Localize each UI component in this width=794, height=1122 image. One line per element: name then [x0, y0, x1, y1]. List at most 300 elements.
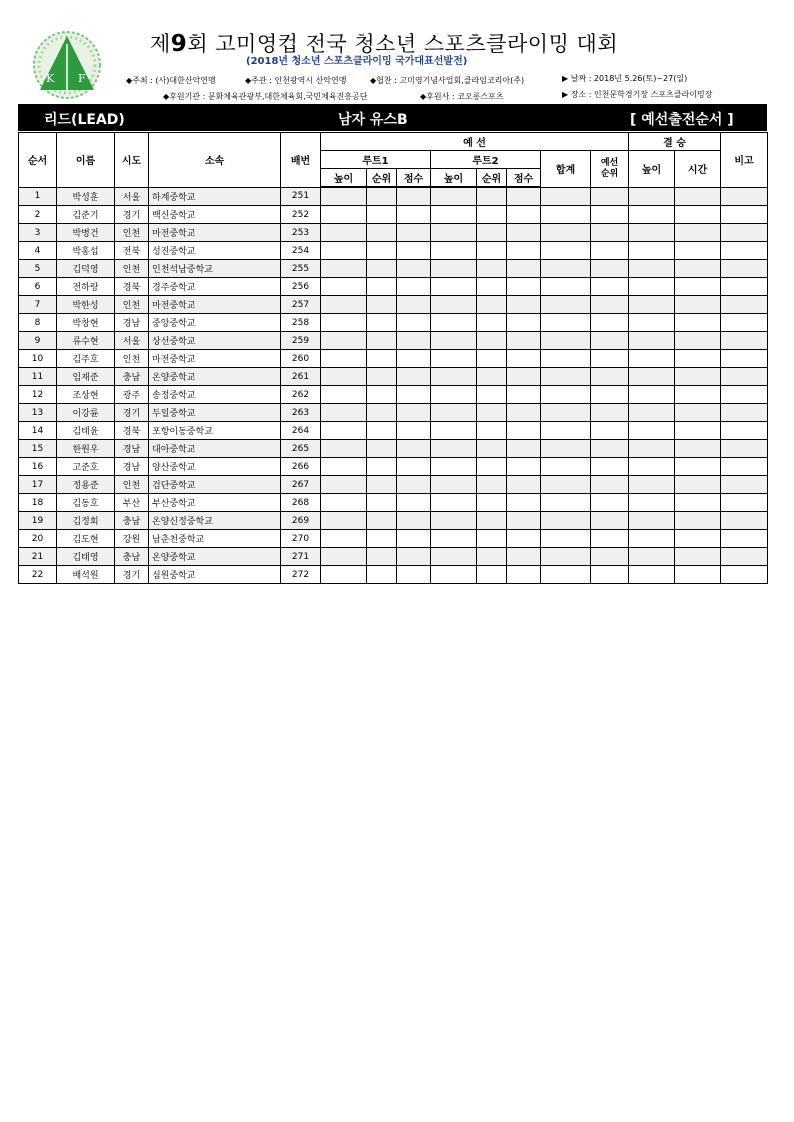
- cell-r2-score: [507, 278, 541, 296]
- col-bib: 배번: [281, 133, 321, 188]
- cell-bib: 260: [281, 350, 321, 368]
- cell-r2-score: [507, 332, 541, 350]
- cell-region: 충남: [115, 368, 149, 386]
- cell-total: [541, 404, 591, 422]
- cell-r2-rank: [477, 368, 507, 386]
- cell-final-height: [629, 440, 675, 458]
- cell-bib: 252: [281, 206, 321, 224]
- cell-remarks: [721, 206, 768, 224]
- cell-region: 경기: [115, 206, 149, 224]
- table-row: [19, 242, 768, 260]
- cell-r2-height: [431, 530, 477, 548]
- cell-final-time: [675, 187, 721, 206]
- kf-logo: [32, 30, 102, 100]
- col-final: 결 승: [629, 133, 721, 151]
- cell-region: 부산: [115, 494, 149, 512]
- cell-order: 22: [19, 566, 57, 584]
- col-name: 이름: [57, 133, 115, 188]
- cell-total: [541, 566, 591, 584]
- cell-r2-score: [507, 350, 541, 368]
- table-row: [19, 476, 768, 494]
- cell-bib: 268: [281, 494, 321, 512]
- cell-qual-rank: [591, 404, 629, 422]
- cell-bib: 263: [281, 404, 321, 422]
- cell-team: 마전중학교: [149, 296, 281, 314]
- cell-remarks: [721, 187, 768, 206]
- cell-r1-height: [321, 206, 367, 224]
- cell-region: 인천: [115, 224, 149, 242]
- cell-r2-score: [507, 476, 541, 494]
- cell-region: 서울: [115, 187, 149, 206]
- cell-remarks: [721, 296, 768, 314]
- cell-r1-score: [397, 476, 431, 494]
- cell-qual-rank: [591, 187, 629, 206]
- col-qualification: 예 선: [321, 133, 629, 151]
- cell-r1-height: [321, 296, 367, 314]
- cell-order: 21: [19, 548, 57, 566]
- table-row: [19, 530, 768, 548]
- col-qual-rank: 예선 순위: [591, 151, 629, 188]
- cell-order: 3: [19, 224, 57, 242]
- cell-final-time: [675, 260, 721, 278]
- cell-r1-height: [321, 422, 367, 440]
- logo-letter-k: K: [46, 72, 55, 85]
- cell-order: 6: [19, 278, 57, 296]
- cell-r1-height: [321, 260, 367, 278]
- cell-final-height: [629, 224, 675, 242]
- cell-r1-height: [321, 404, 367, 422]
- cell-bib: 261: [281, 368, 321, 386]
- cell-total: [541, 512, 591, 530]
- cell-final-height: [629, 494, 675, 512]
- cell-region: 인천: [115, 296, 149, 314]
- cell-final-height: [629, 512, 675, 530]
- cell-final-time: [675, 458, 721, 476]
- cell-r2-rank: [477, 512, 507, 530]
- cell-r1-score: [397, 530, 431, 548]
- cell-r2-height: [431, 242, 477, 260]
- cell-bib: 258: [281, 314, 321, 332]
- cell-r1-score: [397, 566, 431, 584]
- cell-order: 16: [19, 458, 57, 476]
- cell-region: 인천: [115, 260, 149, 278]
- cell-r2-score: [507, 242, 541, 260]
- cell-r1-height: [321, 476, 367, 494]
- cell-r2-score: [507, 224, 541, 242]
- cell-r1-height: [321, 242, 367, 260]
- cell-bib: 271: [281, 548, 321, 566]
- cell-qual-rank: [591, 350, 629, 368]
- cell-order: 12: [19, 386, 57, 404]
- cell-order: 14: [19, 422, 57, 440]
- cell-name: 박창현: [57, 314, 115, 332]
- cell-total: [541, 476, 591, 494]
- cell-order: 17: [19, 476, 57, 494]
- cell-region: 경남: [115, 314, 149, 332]
- cell-team: 인천석남중학교: [149, 260, 281, 278]
- cell-r2-height: [431, 368, 477, 386]
- category-name: 남자 유스B: [338, 112, 408, 128]
- cell-final-height: [629, 458, 675, 476]
- table-row: [19, 548, 768, 566]
- table-row: [19, 512, 768, 530]
- cell-name: 김도현: [57, 530, 115, 548]
- cell-name: 박한성: [57, 296, 115, 314]
- table-row: [19, 440, 768, 458]
- cell-region: 전북: [115, 242, 149, 260]
- table-row: [19, 296, 768, 314]
- cell-name: 김동호: [57, 494, 115, 512]
- col-route1-score: 점수: [397, 169, 431, 188]
- cell-region: 경기: [115, 404, 149, 422]
- cell-r1-height: [321, 440, 367, 458]
- cell-r1-height: [321, 350, 367, 368]
- cell-r2-score: [507, 386, 541, 404]
- cell-r2-rank: [477, 530, 507, 548]
- cell-qual-rank: [591, 386, 629, 404]
- cell-r1-rank: [367, 224, 397, 242]
- cell-qual-rank: [591, 332, 629, 350]
- cell-total: [541, 422, 591, 440]
- cell-final-height: [629, 206, 675, 224]
- cell-name: 이강륜: [57, 404, 115, 422]
- cell-qual-rank: [591, 548, 629, 566]
- cell-remarks: [721, 350, 768, 368]
- cell-r1-score: [397, 296, 431, 314]
- cell-total: [541, 242, 591, 260]
- cell-region: 서울: [115, 332, 149, 350]
- cell-region: 광주: [115, 386, 149, 404]
- cell-r2-score: [507, 566, 541, 584]
- cell-bib: 266: [281, 458, 321, 476]
- cell-remarks: [721, 512, 768, 530]
- cell-team: 중앙중학교: [149, 314, 281, 332]
- table-row: [19, 206, 768, 224]
- cell-team: 양산중학교: [149, 458, 281, 476]
- cell-name: 류수현: [57, 332, 115, 350]
- cell-r2-rank: [477, 404, 507, 422]
- cell-bib: 256: [281, 278, 321, 296]
- cell-team: 마전중학교: [149, 224, 281, 242]
- cell-final-height: [629, 314, 675, 332]
- cell-r2-rank: [477, 187, 507, 206]
- cell-r1-height: [321, 368, 367, 386]
- event-banner: [18, 104, 767, 131]
- cell-team: 두일중학교: [149, 404, 281, 422]
- cell-qual-rank: [591, 368, 629, 386]
- cell-total: [541, 224, 591, 242]
- title-prefix: 제: [150, 32, 171, 56]
- cell-r2-rank: [477, 386, 507, 404]
- cell-qual-rank: [591, 494, 629, 512]
- cell-r1-height: [321, 187, 367, 206]
- cell-final-height: [629, 278, 675, 296]
- cell-r2-score: [507, 368, 541, 386]
- cell-r1-rank: [367, 206, 397, 224]
- cell-bib: 255: [281, 260, 321, 278]
- cell-r1-rank: [367, 404, 397, 422]
- sponsors-info: ◆후원기관 : 문화체육관광부,대한체육회,국민체육진흥공단: [163, 92, 368, 101]
- page-subtitle: (2018년 청소년 스포츠클라이밍 국가대표선발전): [246, 56, 468, 67]
- cell-final-time: [675, 332, 721, 350]
- cell-order: 19: [19, 512, 57, 530]
- cell-final-time: [675, 530, 721, 548]
- cell-region: 충남: [115, 512, 149, 530]
- col-remarks: 비고: [721, 133, 768, 188]
- cell-name: 임재준: [57, 368, 115, 386]
- cell-bib: 270: [281, 530, 321, 548]
- cell-final-height: [629, 296, 675, 314]
- cell-bib: 254: [281, 242, 321, 260]
- cell-r1-rank: [367, 422, 397, 440]
- cell-r2-height: [431, 494, 477, 512]
- cell-remarks: [721, 548, 768, 566]
- cell-r1-rank: [367, 494, 397, 512]
- cell-remarks: [721, 458, 768, 476]
- table-row: [19, 224, 768, 242]
- cell-r1-score: [397, 206, 431, 224]
- cell-r2-rank: [477, 332, 507, 350]
- cell-order: 20: [19, 530, 57, 548]
- title-rest: 회 고미영컵 전국 청소년 스포츠클라이밍 대회: [187, 32, 619, 56]
- cell-final-height: [629, 422, 675, 440]
- cell-total: [541, 187, 591, 206]
- cell-r2-score: [507, 458, 541, 476]
- cell-qual-rank: [591, 512, 629, 530]
- cell-r2-score: [507, 494, 541, 512]
- cell-r2-score: [507, 440, 541, 458]
- cell-total: [541, 494, 591, 512]
- cell-r1-score: [397, 458, 431, 476]
- cell-final-time: [675, 314, 721, 332]
- cell-total: [541, 458, 591, 476]
- cell-r1-rank: [367, 458, 397, 476]
- cell-r1-rank: [367, 440, 397, 458]
- cell-final-time: [675, 224, 721, 242]
- cell-r1-rank: [367, 350, 397, 368]
- cell-remarks: [721, 314, 768, 332]
- sponsor-company-info: ◆후원사 : 코오롱스포츠: [420, 92, 504, 101]
- cell-qual-rank: [591, 242, 629, 260]
- cell-r1-rank: [367, 242, 397, 260]
- host-info: ◆주최 : (사)대한산악연맹: [126, 76, 216, 85]
- cell-team: 온양중학교: [149, 368, 281, 386]
- cell-r2-rank: [477, 566, 507, 584]
- cell-total: [541, 368, 591, 386]
- cell-r2-rank: [477, 458, 507, 476]
- cell-final-time: [675, 512, 721, 530]
- cell-r1-score: [397, 386, 431, 404]
- cell-r1-score: [397, 224, 431, 242]
- table-row: [19, 494, 768, 512]
- cell-remarks: [721, 260, 768, 278]
- cell-final-height: [629, 368, 675, 386]
- cell-r2-score: [507, 404, 541, 422]
- cell-order: 13: [19, 404, 57, 422]
- cell-r2-height: [431, 224, 477, 242]
- cell-bib: 262: [281, 386, 321, 404]
- cell-final-time: [675, 548, 721, 566]
- cell-final-height: [629, 548, 675, 566]
- cell-r1-rank: [367, 512, 397, 530]
- cell-team: 부산중학교: [149, 494, 281, 512]
- cell-r1-height: [321, 566, 367, 584]
- cell-total: [541, 278, 591, 296]
- cell-r1-rank: [367, 386, 397, 404]
- cell-name: 김준기: [57, 206, 115, 224]
- cell-r1-rank: [367, 187, 397, 206]
- cell-order: 18: [19, 494, 57, 512]
- table-row: [19, 566, 768, 584]
- cell-order: 1: [19, 187, 57, 206]
- cell-r2-rank: [477, 242, 507, 260]
- cell-r1-rank: [367, 368, 397, 386]
- cell-qual-rank: [591, 440, 629, 458]
- cell-r1-score: [397, 494, 431, 512]
- cell-r1-height: [321, 224, 367, 242]
- cell-team: 경주중학교: [149, 278, 281, 296]
- cell-total: [541, 206, 591, 224]
- cell-total: [541, 332, 591, 350]
- cell-r1-height: [321, 314, 367, 332]
- cell-name: 고준호: [57, 458, 115, 476]
- cell-final-height: [629, 476, 675, 494]
- cell-remarks: [721, 422, 768, 440]
- cell-bib: 267: [281, 476, 321, 494]
- cell-r2-score: [507, 187, 541, 206]
- cell-remarks: [721, 224, 768, 242]
- cell-r2-height: [431, 187, 477, 206]
- col-final-height: 높이: [629, 151, 675, 188]
- cell-order: 7: [19, 296, 57, 314]
- cell-order: 9: [19, 332, 57, 350]
- cell-region: 경북: [115, 278, 149, 296]
- cell-final-height: [629, 350, 675, 368]
- cell-final-time: [675, 242, 721, 260]
- col-total: 합계: [541, 151, 591, 188]
- cell-remarks: [721, 476, 768, 494]
- col-route1-rank: 순위: [367, 169, 397, 188]
- cell-final-height: [629, 187, 675, 206]
- cell-region: 경남: [115, 458, 149, 476]
- col-team: 소속: [149, 133, 281, 188]
- cell-region: 경남: [115, 440, 149, 458]
- cell-region: 인천: [115, 350, 149, 368]
- cell-r1-score: [397, 350, 431, 368]
- cell-remarks: [721, 440, 768, 458]
- cell-r1-rank: [367, 314, 397, 332]
- cell-remarks: [721, 386, 768, 404]
- cell-qual-rank: [591, 206, 629, 224]
- cell-r2-score: [507, 530, 541, 548]
- table-row: [19, 386, 768, 404]
- cell-r2-score: [507, 296, 541, 314]
- cell-r2-height: [431, 440, 477, 458]
- cell-r2-rank: [477, 314, 507, 332]
- cell-order: 11: [19, 368, 57, 386]
- cell-bib: 259: [281, 332, 321, 350]
- cell-name: 정용준: [57, 476, 115, 494]
- title-number: 9: [170, 31, 188, 57]
- cell-r1-score: [397, 332, 431, 350]
- cell-r2-height: [431, 476, 477, 494]
- cell-r2-rank: [477, 422, 507, 440]
- cell-total: [541, 314, 591, 332]
- cell-region: 경기: [115, 566, 149, 584]
- cell-name: 한원우: [57, 440, 115, 458]
- cell-bib: 269: [281, 512, 321, 530]
- cell-r2-rank: [477, 350, 507, 368]
- cell-qual-rank: [591, 458, 629, 476]
- cell-bib: 264: [281, 422, 321, 440]
- cell-name: 김정회: [57, 512, 115, 530]
- cell-r2-height: [431, 512, 477, 530]
- cell-r1-score: [397, 314, 431, 332]
- table-row: [19, 314, 768, 332]
- cell-final-time: [675, 206, 721, 224]
- cell-qual-rank: [591, 476, 629, 494]
- cell-order: 5: [19, 260, 57, 278]
- logo-letter-f: F: [78, 72, 86, 85]
- cell-total: [541, 386, 591, 404]
- cell-final-time: [675, 566, 721, 584]
- cell-r1-height: [321, 278, 367, 296]
- cell-remarks: [721, 566, 768, 584]
- cell-name: 박병건: [57, 224, 115, 242]
- table-body: [19, 187, 768, 584]
- cell-r2-height: [431, 260, 477, 278]
- cell-final-height: [629, 566, 675, 584]
- cell-r2-rank: [477, 224, 507, 242]
- cell-team: 하계중학교: [149, 187, 281, 206]
- cell-r1-height: [321, 332, 367, 350]
- table-row: [19, 260, 768, 278]
- cell-region: 경북: [115, 422, 149, 440]
- cell-r1-rank: [367, 530, 397, 548]
- cell-r2-rank: [477, 494, 507, 512]
- cell-final-time: [675, 494, 721, 512]
- cell-remarks: [721, 404, 768, 422]
- table-row: [19, 278, 768, 296]
- table-row: [19, 187, 768, 206]
- cell-total: [541, 260, 591, 278]
- cell-remarks: [721, 278, 768, 296]
- cell-r1-height: [321, 548, 367, 566]
- col-route2: 루트2: [431, 151, 541, 169]
- cell-remarks: [721, 494, 768, 512]
- cell-total: [541, 350, 591, 368]
- table-row: [19, 350, 768, 368]
- cell-bib: 251: [281, 187, 321, 206]
- cell-qual-rank: [591, 296, 629, 314]
- cell-r1-rank: [367, 548, 397, 566]
- cell-name: 박성훈: [57, 187, 115, 206]
- cell-final-time: [675, 350, 721, 368]
- cell-name: 조상현: [57, 386, 115, 404]
- cell-bib: 272: [281, 566, 321, 584]
- cell-r2-rank: [477, 548, 507, 566]
- col-route2-rank: 순위: [477, 169, 507, 188]
- cell-bib: 265: [281, 440, 321, 458]
- cell-r1-score: [397, 278, 431, 296]
- col-route1: 루트1: [321, 151, 431, 169]
- cell-r2-rank: [477, 296, 507, 314]
- cell-name: 전하랑: [57, 278, 115, 296]
- cell-r1-score: [397, 404, 431, 422]
- cell-r2-rank: [477, 440, 507, 458]
- cell-remarks: [721, 332, 768, 350]
- cell-region: 인천: [115, 476, 149, 494]
